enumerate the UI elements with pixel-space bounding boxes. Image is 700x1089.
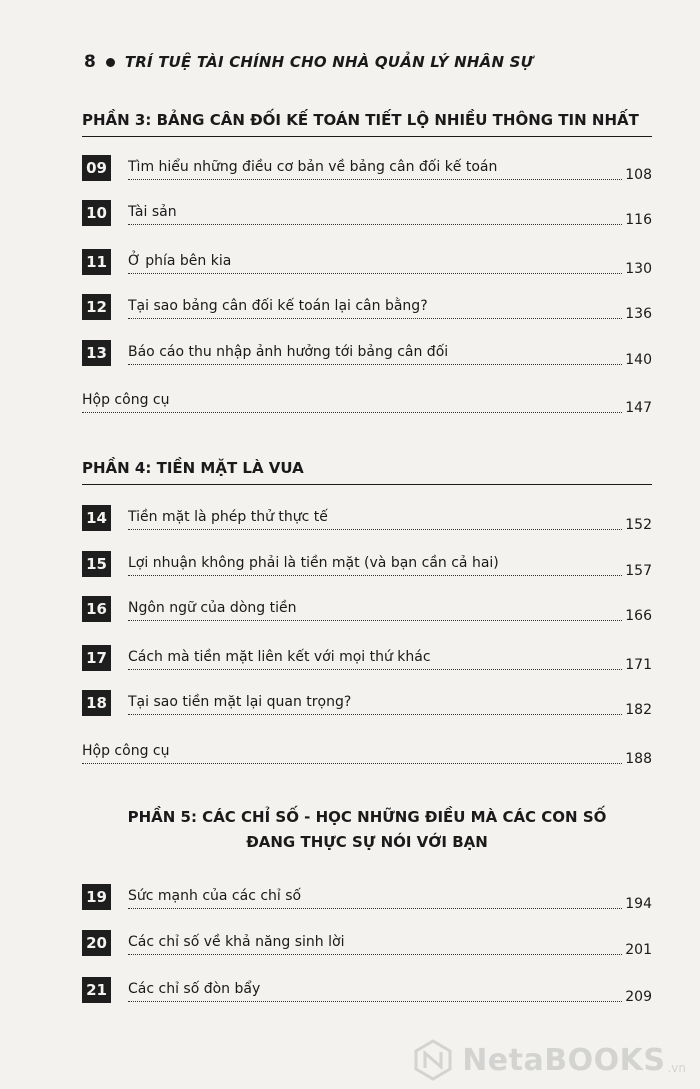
watermark-suffix: .vn <box>667 1061 686 1075</box>
chapter-title: Ở phía bên kia <box>128 253 232 269</box>
section-part-4 <box>82 458 652 485</box>
section-title: PHẦN 3: BẢNG CÂN ĐỐI KẾ TOÁN TIẾT LỘ NHIỀU THÔNG TIN NHẤT <box>82 110 652 137</box>
page-ref: 182 <box>625 702 652 718</box>
chapter-title: Báo cáo thu nhập ảnh hưởng tới bảng cân đối <box>128 344 449 360</box>
toc-entry[interactable] <box>82 155 652 183</box>
dot-leader <box>128 908 622 909</box>
section-part-5 <box>82 805 652 861</box>
bullet-icon <box>106 58 115 67</box>
chapter-number: 21 <box>82 977 111 1003</box>
running-header <box>84 50 533 74</box>
page-ref: 201 <box>625 942 652 958</box>
page-ref: 209 <box>625 989 652 1005</box>
page-ref: 194 <box>625 896 652 912</box>
page-ref: 152 <box>625 517 652 533</box>
watermark <box>412 1039 686 1081</box>
page-ref: 108 <box>625 167 652 183</box>
section-title <box>82 805 652 861</box>
book-title: TRÍ TUỆ TÀI CHÍNH CHO NHÀ QUẢN LÝ NHÂN SỰ <box>124 53 534 71</box>
dot-leader <box>128 575 622 576</box>
chapter-title: Tại sao tiền mặt lại quan trọng? <box>128 694 352 710</box>
toc-entry[interactable] <box>82 551 652 579</box>
toolbox-title: Hộp công cụ <box>82 392 170 408</box>
toc-entry[interactable] <box>82 294 652 322</box>
chapter-title: Tài sản <box>128 204 177 220</box>
section-part-3 <box>82 110 652 137</box>
toc-entry[interactable] <box>82 645 652 673</box>
dot-leader <box>128 1001 622 1002</box>
chapter-number: 15 <box>82 551 111 577</box>
toc-entry[interactable] <box>82 596 652 624</box>
toc-entry-toolbox[interactable] <box>82 388 652 416</box>
dot-leader <box>82 412 622 413</box>
chapter-number: 13 <box>82 340 111 366</box>
chapter-number: 14 <box>82 505 111 531</box>
chapter-title: Lợi nhuận không phải là tiền mặt (và bạn cần cả hai) <box>128 555 499 571</box>
chapter-title: Cách mà tiền mặt liên kết với mọi thứ khác <box>128 649 431 665</box>
chapter-number: 11 <box>82 249 111 275</box>
chapter-title: Ngôn ngữ của dòng tiền <box>128 600 297 616</box>
section-title: PHẦN 4: TIỀN MẶT LÀ VUA <box>82 458 652 485</box>
dot-leader <box>128 364 622 365</box>
chapter-number: 20 <box>82 930 111 956</box>
toc-entry-toolbox[interactable] <box>82 739 652 767</box>
page-ref: 130 <box>625 261 652 277</box>
toc-entry[interactable] <box>82 690 652 718</box>
chapter-number: 12 <box>82 294 111 320</box>
dot-leader <box>128 620 622 621</box>
chapter-number: 10 <box>82 200 111 226</box>
dot-leader <box>128 318 622 319</box>
dot-leader <box>82 763 622 764</box>
toc-entry[interactable] <box>82 200 652 228</box>
toolbox-title: Hộp công cụ <box>82 743 170 759</box>
page-ref: 147 <box>625 400 652 416</box>
chapter-title: Tại sao bảng cân đối kế toán lại cân bằng? <box>128 298 428 314</box>
page-ref: 136 <box>625 306 652 322</box>
toc-entry[interactable] <box>82 249 652 277</box>
chapter-number: 16 <box>82 596 111 622</box>
chapter-title: Tiền mặt là phép thử thực tế <box>128 509 328 525</box>
toc-entry[interactable] <box>82 884 652 912</box>
toc-entry[interactable] <box>82 505 652 533</box>
watermark-brand: NetaBOOKS <box>462 1042 666 1078</box>
chapter-number: 18 <box>82 690 111 716</box>
section-title-line-2: ĐANG THỰC SỰ NÓI VỚI BẠN <box>246 833 488 851</box>
dot-leader <box>128 714 622 715</box>
chapter-number: 09 <box>82 155 111 181</box>
netabooks-logo-icon <box>412 1039 454 1081</box>
page-ref: 140 <box>625 352 652 368</box>
page-ref: 116 <box>625 212 652 228</box>
chapter-title: Các chỉ số về khả năng sinh lời <box>128 934 345 950</box>
page-ref: 188 <box>625 751 652 767</box>
page-ref: 157 <box>625 563 652 579</box>
chapter-title: Các chỉ số đòn bẩy <box>128 981 261 997</box>
dot-leader <box>128 529 622 530</box>
toc-entry[interactable] <box>82 977 652 1005</box>
toc-entry[interactable] <box>82 930 652 958</box>
chapter-number: 19 <box>82 884 111 910</box>
dot-leader <box>128 954 622 955</box>
chapter-number: 17 <box>82 645 111 671</box>
toc-entry[interactable] <box>82 340 652 368</box>
dot-leader <box>128 669 622 670</box>
chapter-title: Sức mạnh của các chỉ số <box>128 888 302 904</box>
dot-leader <box>128 273 622 274</box>
dot-leader <box>128 179 622 180</box>
page-number: 8 <box>84 52 96 72</box>
section-title-line-1: PHẦN 5: CÁC CHỈ SỐ - HỌC NHỮNG ĐIỀU MÀ CÁC CON SỐ <box>127 808 607 826</box>
dot-leader <box>128 224 622 225</box>
chapter-title: Tìm hiểu những điều cơ bản về bảng cân đối kế toán <box>128 159 498 175</box>
page-ref: 166 <box>625 608 652 624</box>
page-ref: 171 <box>625 657 652 673</box>
